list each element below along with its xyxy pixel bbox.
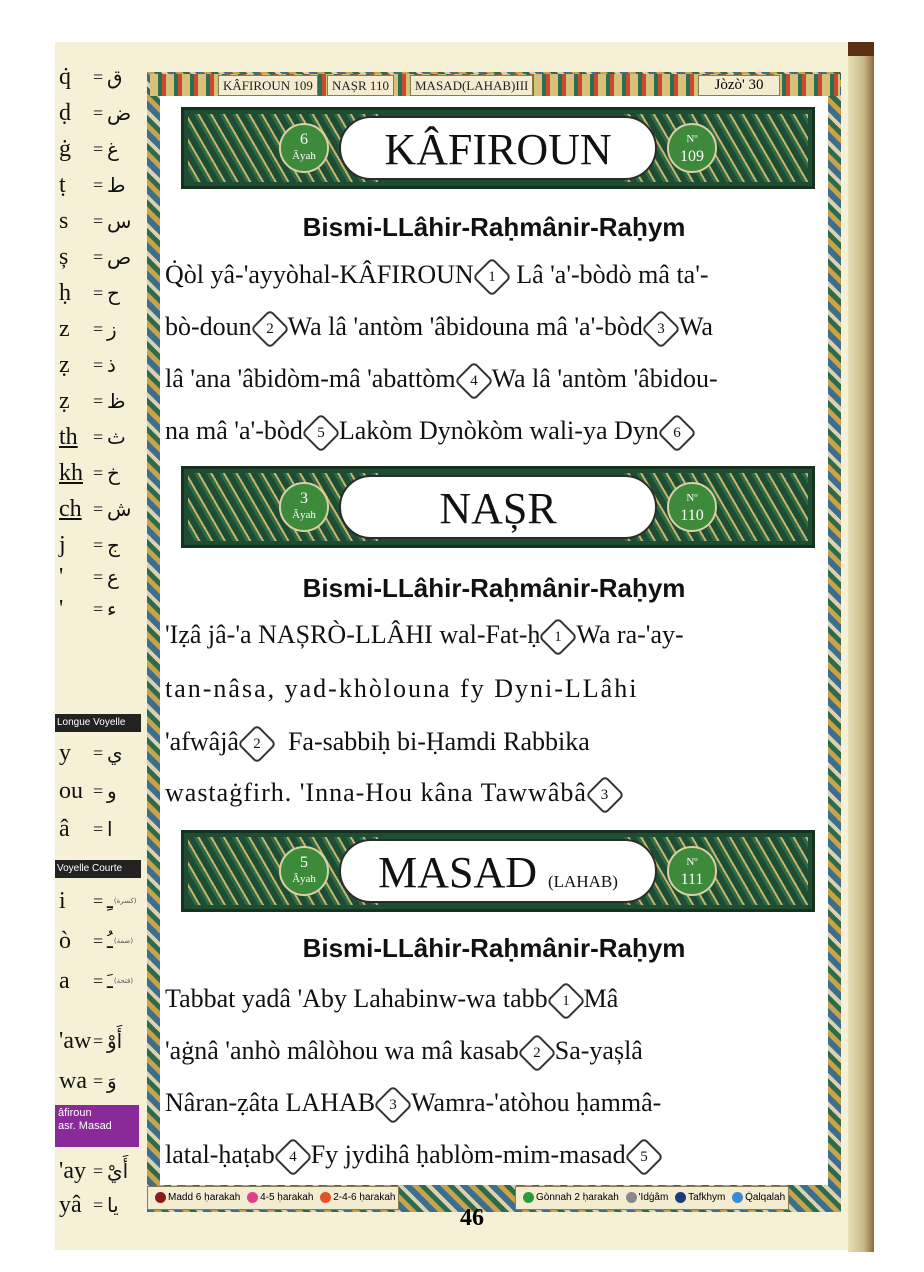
legend-row: ṭ = ط <box>59 171 126 198</box>
legend-row: a = ـَ (فتحة) <box>59 967 134 994</box>
ayah-count-medallion: 5 Âyah <box>279 846 329 896</box>
page-number: 46 <box>460 1205 484 1231</box>
legend-row: s = س <box>59 207 132 234</box>
verse-line: 'aġnâ 'anhò mâlòhou wa mâ kasab 2 Sa-yașlâ <box>165 1036 820 1067</box>
verse-line: bò-doun 2 Wa lâ 'antòm 'âbidouna mâ 'a'-bòd 3 Wa <box>165 312 820 343</box>
verse-line: Nâran-ẓâta LAHAB 3 Wamra-'atòhou ḥammâ- <box>165 1088 820 1119</box>
legend-row: j = ج <box>59 531 120 558</box>
ayah-count-medallion: 3 Âyah <box>279 482 329 532</box>
verse-line: wastaġfirh. 'Inna-Hou kâna Tawwâbâ 3 <box>165 778 820 809</box>
verse-line: latal-ḥaṭab 4 Fy jydihâ ḥablòm-mim-masad 5 <box>165 1140 820 1171</box>
legend-row: th = ث <box>59 423 126 450</box>
verse-line: 'Iẓâ jâ-'a NAȘRÒ-LLÂHI wal-Fat-ḥ 1 Wa ra-'ay- <box>165 620 820 651</box>
madd6-dot-icon <box>155 1192 166 1203</box>
legend-row: ' = ء <box>59 595 117 622</box>
ayah-marker-icon: 3 <box>641 309 681 349</box>
h45-dot-icon <box>247 1192 258 1203</box>
legend-row: ò = ـُ (ضمة) <box>59 927 134 954</box>
legend-row: kh = خ <box>59 459 120 486</box>
ghonnah-dot-icon <box>523 1192 534 1203</box>
tab-kafiroun[interactable]: KÂFIROUN 109 <box>218 75 318 96</box>
book-binding-top <box>848 42 874 56</box>
long-vowel-header: Longue Voyelle <box>55 714 141 732</box>
bismillah: Bismi-LLâhir-Raḥmânir-Raḥym <box>302 212 686 242</box>
ayah-marker-icon: 2 <box>237 724 277 764</box>
sura-number-medallion: Nº 110 <box>667 482 717 532</box>
tajwid-legend-right: Gònnah 2 ḥarakah 'Idġâm Tafkhym Q̇alqalah <box>515 1186 789 1210</box>
ayah-marker-icon: 1 <box>546 981 586 1021</box>
ayah-marker-icon: 4 <box>273 1137 313 1177</box>
verse-line: lâ 'ana 'âbidòm-mâ 'abattòm 4 Wa lâ 'antòm 'âbidou- <box>165 364 820 395</box>
ayah-marker-icon: 1 <box>472 257 512 297</box>
sura-title: KÂFIROUN <box>339 116 657 180</box>
legend-row: ḍ = ض <box>59 99 132 126</box>
ayah-marker-icon: 2 <box>517 1033 557 1073</box>
ayah-marker-icon: 3 <box>585 775 625 815</box>
ayah-marker-icon: 4 <box>454 361 494 401</box>
sura-banner-nasr <box>181 466 815 548</box>
idgham-dot-icon <box>626 1192 637 1203</box>
legend-row: 'aw = أَوْ <box>59 1027 123 1054</box>
legend-row: ch = ش <box>59 495 132 522</box>
bismillah: Bismi-LLâhir-Raḥmânir-Raḥym <box>302 573 686 603</box>
sura-index-tab[interactable] <box>55 1105 139 1147</box>
ayah-marker-icon: 6 <box>657 413 697 453</box>
verse-line: Tabbat yadâ 'Aby Lahabinw-wa tabb 1 Mâ <box>165 984 820 1015</box>
ayah-marker-icon: 3 <box>373 1085 413 1125</box>
tafkhym-dot-icon <box>675 1192 686 1203</box>
ayah-marker-icon: 5 <box>301 413 341 453</box>
ayah-count-medallion: 6 Âyah <box>279 123 329 173</box>
legend-row: q̇ = ق <box>59 63 123 90</box>
legend-row: ḥ = ح <box>59 279 120 306</box>
book-binding <box>848 42 874 1252</box>
legend-row: â = ا <box>59 815 113 842</box>
sura-number-medallion: Nº 109 <box>667 123 717 173</box>
legend-row: i = ـِ (كسرة) <box>59 887 137 914</box>
legend-row: ' = ع <box>59 563 119 590</box>
tab-masad[interactable]: MASAD(LAHAB)III <box>410 75 533 96</box>
sura-index-line: asr. Masad <box>58 1120 112 1132</box>
sura-title: NAȘR <box>339 475 657 539</box>
legend-row: ġ = غ <box>59 135 119 162</box>
ayah-marker-icon: 1 <box>539 617 579 657</box>
sura-index-line: âfiroun <box>58 1107 92 1119</box>
sura-banner-masad <box>181 830 815 912</box>
ayah-marker-icon: 5 <box>624 1137 664 1177</box>
tajwid-legend-left: Madd 6 ḥarakah 4-5 ḥarakah 2-4-6 ḥarakah <box>147 1186 399 1210</box>
h246-dot-icon <box>320 1192 331 1203</box>
legend-row: y = ي <box>59 739 123 766</box>
verse-line: 'afwâjâ 2 Fa-sabbiḥ bi-Ḥamdi Rabbika <box>165 727 820 758</box>
legend-row: wa = وَ <box>59 1067 117 1094</box>
sura-banner-kafiroun <box>181 107 815 189</box>
legend-row: z = ز <box>59 315 117 342</box>
legend-row: 'ay = أَيْ <box>59 1157 129 1184</box>
legend-row: yâ = يا <box>59 1191 119 1218</box>
verse-line: Q̇òl yâ-'ayyòhal-KÂFIROUN 1 Lâ 'a'-bòdò mâ ta'- <box>165 260 820 291</box>
legend-row: ou = و <box>59 777 117 804</box>
juz-indicator: Jòzò' 30 <box>698 75 780 96</box>
legend-row: ẓ = ذ <box>59 351 116 378</box>
tab-nasr[interactable]: NAȘR 110 <box>327 75 394 96</box>
legend-row: ẓ = ظ <box>59 387 126 414</box>
ayah-marker-icon: 2 <box>250 309 290 349</box>
verse-line: tan-nâsa, yad-khòlouna fy Dyni-LLâhi <box>165 674 639 703</box>
qalqalah-dot-icon <box>732 1192 743 1203</box>
verse-line: na mâ 'a'-bòd 5 Lakòm Dynòkòm wali-ya Dyn 6 <box>165 416 820 447</box>
legend-row: ș = ص <box>59 243 132 270</box>
short-vowel-header: Voyelle Courte <box>55 860 141 878</box>
sura-number-medallion: Nº 111 <box>667 846 717 896</box>
bismillah: Bismi-LLâhir-Raḥmânir-Raḥym <box>302 933 686 963</box>
sura-title: MASAD (LAHAB) <box>339 839 657 903</box>
